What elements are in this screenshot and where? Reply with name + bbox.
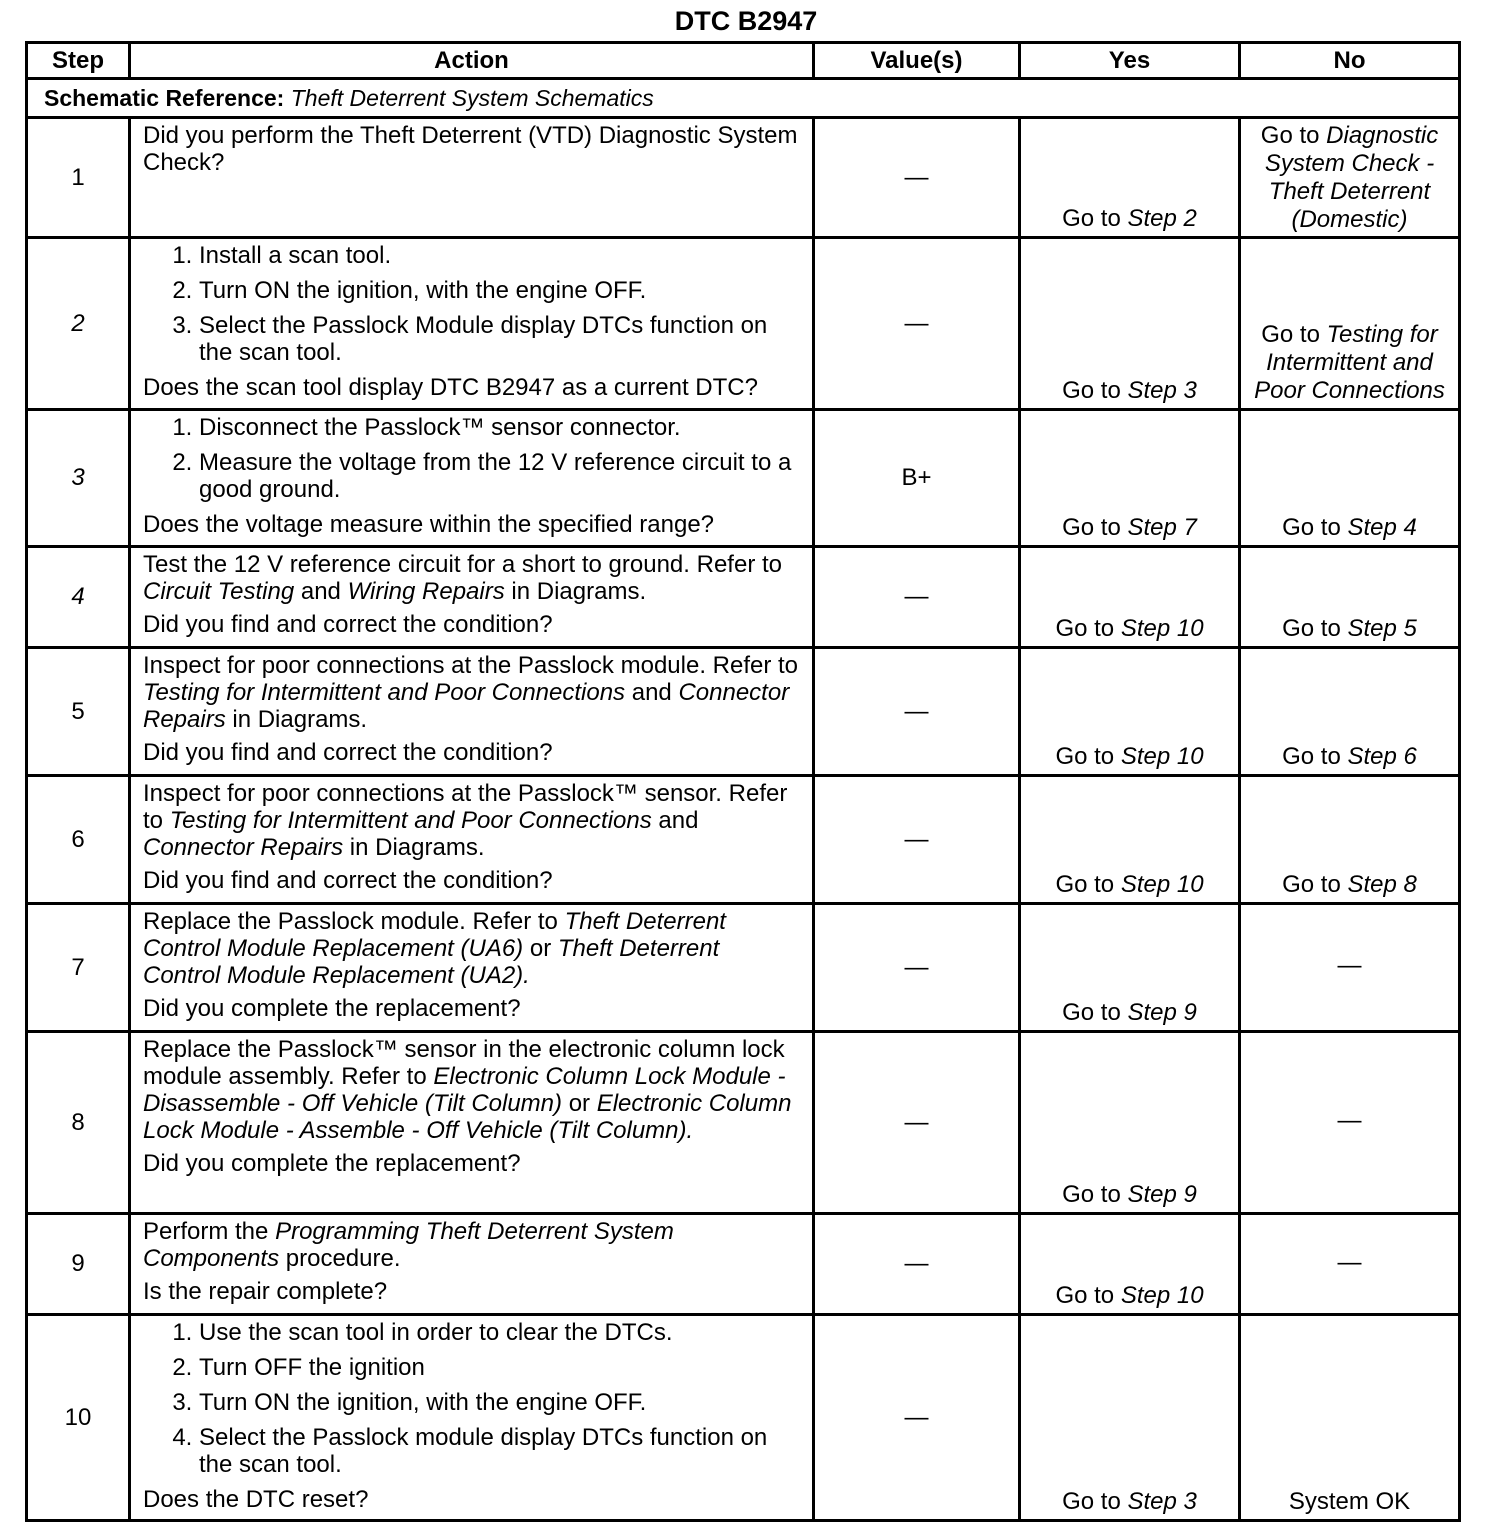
action-question: Is the repair complete? xyxy=(143,1278,388,1305)
action-text: Test the 12 V reference circuit for a short to ground. Refer to Circuit Testing and Wiring Repairs in Diagrams. xyxy=(143,551,782,605)
value-cell: — xyxy=(814,238,1020,410)
table-row xyxy=(27,238,1460,410)
action-question: Did you complete the replacement? xyxy=(143,995,521,1022)
action-cell xyxy=(130,1315,814,1521)
no-cell: — xyxy=(1240,904,1460,1032)
yes-cell: Go to Step 2 xyxy=(1020,118,1240,238)
reference-link[interactable]: Connector Repairs xyxy=(143,679,790,733)
action-question: Does the scan tool display DTC B2947 as a current DTC? xyxy=(143,374,758,401)
action-steps xyxy=(143,414,802,503)
action-text: Replace the Passlock module. Refer to Theft Deterrent Control Module Replacement (UA6) or Theft Deterrent Control Module Replacement (UA2). xyxy=(143,908,726,989)
yes-cell: Go to Step 3 xyxy=(1020,238,1240,410)
reference-link[interactable]: Theft Deterrent Control Module Replacement (UA6) xyxy=(143,908,726,962)
value-cell: — xyxy=(814,547,1020,648)
reference-link[interactable]: Circuit Testing xyxy=(143,578,295,605)
table-row xyxy=(27,776,1460,904)
table-row xyxy=(27,547,1460,648)
yes-cell: Go to Step 10 xyxy=(1020,776,1240,904)
table-row xyxy=(27,904,1460,1032)
schematic-row xyxy=(27,79,1460,118)
no-cell: Go to Step 5 xyxy=(1240,547,1460,648)
table-row xyxy=(27,648,1460,776)
reference-link[interactable]: Diagnostic System Check - Theft Deterrent (Domestic) xyxy=(1264,122,1439,233)
page-title: DTC B2947 xyxy=(674,6,818,36)
step-number: 7 xyxy=(27,904,130,1032)
value-cell: — xyxy=(814,118,1020,238)
step-link[interactable]: Step 10 xyxy=(1120,871,1204,898)
yes-cell: Go to Step 7 xyxy=(1020,410,1240,547)
action-cell xyxy=(130,238,814,410)
action-question: Did you find and correct the condition? xyxy=(143,611,553,638)
no-cell: Go to Testing for Intermittent and Poor Connections xyxy=(1240,238,1460,410)
list-item: 2. Turn ON the ignition, with the engine OFF. xyxy=(199,277,802,304)
step-number: 5 xyxy=(27,648,130,776)
header-action: Action xyxy=(130,43,814,79)
header-no: No xyxy=(1240,43,1460,79)
step-link[interactable]: Step 10 xyxy=(1120,615,1204,642)
step-number: 6 xyxy=(27,776,130,904)
action-question: Did you find and correct the condition? xyxy=(143,739,553,766)
reference-link[interactable]: Electronic Column Lock Module - Disassemble - Off Vehicle (Tilt Column) xyxy=(143,1063,786,1117)
schematic-link[interactable]: Theft Deterrent System Schematics xyxy=(290,84,654,111)
action-cell xyxy=(130,1032,814,1214)
step-link[interactable]: Step 4 xyxy=(1347,514,1417,541)
no-cell: Go to Step 6 xyxy=(1240,648,1460,776)
yes-cell: Go to Step 10 xyxy=(1020,547,1240,648)
table-row xyxy=(27,1315,1460,1521)
header-yes: Yes xyxy=(1020,43,1240,79)
step-link[interactable]: Step 9 xyxy=(1127,999,1197,1026)
step-link[interactable]: Step 2 xyxy=(1127,205,1197,232)
reference-link[interactable]: Electronic Column Lock Module - Assemble - Off Vehicle (Tilt Column). xyxy=(143,1090,792,1144)
action-steps xyxy=(143,242,802,366)
action-cell xyxy=(130,904,814,1032)
step-link[interactable]: Step 3 xyxy=(1127,377,1197,404)
value-cell: — xyxy=(814,904,1020,1032)
step-link[interactable]: Step 6 xyxy=(1347,743,1417,770)
step-link[interactable]: Step 10 xyxy=(1120,1282,1204,1309)
value-cell: — xyxy=(814,1214,1020,1315)
step-number: 4 xyxy=(27,547,130,648)
list-item: 1. Install a scan tool. xyxy=(199,242,802,269)
action-text: Inspect for poor connections at the Passlock™ sensor. Refer to Testing for Intermittent and Poor Connections and Connector Repairs in Diagrams. xyxy=(143,780,788,861)
action-cell xyxy=(130,410,814,547)
action-steps xyxy=(143,1319,802,1478)
no-cell: Go to Diagnostic System Check - Theft Deterrent (Domestic) xyxy=(1240,118,1460,238)
value-cell: — xyxy=(814,1032,1020,1214)
step-link[interactable]: Step 10 xyxy=(1120,743,1204,770)
table-row xyxy=(27,1214,1460,1315)
action-cell xyxy=(130,776,814,904)
action-text: Inspect for poor connections at the Passlock module. Refer to Testing for Intermittent and Poor Connections and Connector Repairs in Diagrams. xyxy=(143,652,799,733)
header-row xyxy=(27,43,1460,79)
no-cell: System OK xyxy=(1240,1315,1460,1521)
list-item: 4. Select the Passlock module display DTCs function on the scan tool. xyxy=(199,1424,802,1478)
table-row xyxy=(27,1032,1460,1214)
no-cell: — xyxy=(1240,1214,1460,1315)
action-text: Perform the Programming Theft Deterrent System Components procedure. xyxy=(143,1218,674,1272)
step-number: 1 xyxy=(27,118,130,238)
reference-link[interactable]: Testing for Intermittent and Poor Connections xyxy=(169,807,652,834)
action-text: Replace the Passlock™ sensor in the electronic column lock module assembly. Refer to Electronic Column Lock Module - Disassemble - Off Vehicle (Tilt Column) or Electronic Column Lock Module - Assemble - Off Vehicle (Tilt Column). xyxy=(143,1036,792,1144)
yes-cell: Go to Step 9 xyxy=(1020,904,1240,1032)
reference-link[interactable]: Testing for Intermittent and Poor Connections xyxy=(1254,321,1445,404)
list-item: 1. Disconnect the Passlock™ sensor connector. xyxy=(199,414,802,441)
yes-cell: Go to Step 3 xyxy=(1020,1315,1240,1521)
reference-link[interactable]: Connector Repairs xyxy=(143,834,344,861)
action-cell xyxy=(130,648,814,776)
yes-cell: Go to Step 10 xyxy=(1020,648,1240,776)
no-cell: Go to Step 4 xyxy=(1240,410,1460,547)
reference-link[interactable]: Wiring Repairs xyxy=(347,578,505,605)
value-cell: — xyxy=(814,1315,1020,1521)
list-item: 1. Use the scan tool in order to clear the DTCs. xyxy=(199,1319,802,1346)
action-cell xyxy=(130,547,814,648)
table-row xyxy=(27,118,1460,238)
reference-link[interactable]: Programming Theft Deterrent System Components xyxy=(143,1218,674,1272)
reference-link[interactable]: Testing for Intermittent and Poor Connections xyxy=(143,679,626,706)
value-cell: — xyxy=(814,648,1020,776)
step-number: 9 xyxy=(27,1214,130,1315)
action-text: Did you perform the Theft Deterrent (VTD) Diagnostic System Check? xyxy=(143,122,798,176)
step-link[interactable]: Step 3 xyxy=(1127,1488,1197,1515)
schematic-label: Schematic Reference: xyxy=(44,84,285,111)
step-number: 8 xyxy=(27,1032,130,1214)
action-cell xyxy=(130,1214,814,1315)
step-link[interactable]: Step 5 xyxy=(1347,615,1417,642)
table-row xyxy=(27,410,1460,547)
no-cell: Go to Step 8 xyxy=(1240,776,1460,904)
step-link[interactable]: Step 9 xyxy=(1127,1181,1197,1208)
step-number: 3 xyxy=(27,410,130,547)
action-question: Does the DTC reset? xyxy=(143,1486,369,1513)
list-item: 2. Turn OFF the ignition xyxy=(199,1354,802,1381)
dtc-table xyxy=(25,41,1461,1522)
list-item: 3. Select the Passlock Module display DTCs function on the scan tool. xyxy=(199,312,802,366)
reference-link[interactable]: Theft Deterrent Control Module Replacement (UA2). xyxy=(143,935,720,989)
value-cell: B+ xyxy=(814,410,1020,547)
no-cell: — xyxy=(1240,1032,1460,1214)
header-step: Step xyxy=(27,43,130,79)
action-question: Did you complete the replacement? xyxy=(143,1150,521,1177)
yes-cell: Go to Step 9 xyxy=(1020,1032,1240,1214)
action-question: Does the voltage measure within the specified range? xyxy=(143,511,715,538)
yes-cell: Go to Step 10 xyxy=(1020,1214,1240,1315)
step-number: 10 xyxy=(27,1315,130,1521)
step-number: 2 xyxy=(27,238,130,410)
action-cell xyxy=(130,118,814,238)
value-cell: — xyxy=(814,776,1020,904)
action-question: Did you find and correct the condition? xyxy=(143,867,553,894)
step-link[interactable]: Step 8 xyxy=(1347,871,1417,898)
step-link[interactable]: Step 7 xyxy=(1127,514,1197,541)
schematic-reference xyxy=(27,79,1460,118)
list-item: 3. Turn ON the ignition, with the engine OFF. xyxy=(199,1389,802,1416)
header-values: Value(s) xyxy=(814,43,1020,79)
list-item: 2. Measure the voltage from the 12 V reference circuit to a good ground. xyxy=(199,449,802,503)
